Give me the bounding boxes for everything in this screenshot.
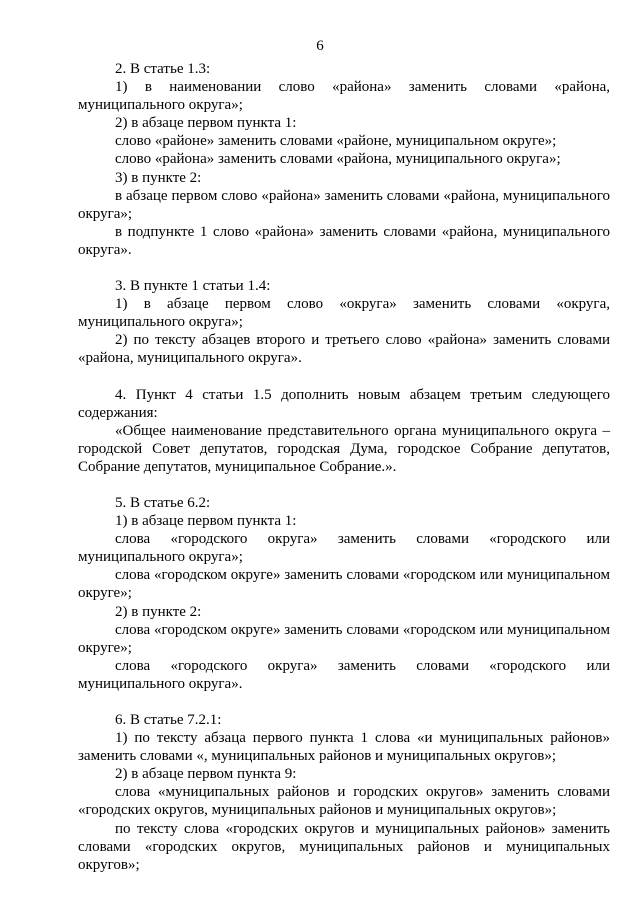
page-number: 6 bbox=[316, 38, 324, 54]
paragraph: 1) в абзаце первом пункта 1: bbox=[115, 513, 297, 530]
paragraph: слова «муниципальных районов и городских округов» заменить словами «городских округов, муниципальных районов и муниципальных округов»; bbox=[78, 784, 610, 819]
paragraph: слова «городском округе» заменить словами «городском или муниципальном округе»; bbox=[78, 567, 610, 602]
paragraph: слова «городском округе» заменить словами «городском или муниципальном округе»; bbox=[78, 621, 610, 656]
paragraph: слово «района» заменить словами «района, муниципального округа»; bbox=[115, 151, 561, 168]
paragraph: 6. В статье 7.2.1: bbox=[115, 712, 222, 728]
paragraph: 3. В пункте 1 статьи 1.4: bbox=[115, 278, 271, 295]
paragraph: 5. В статье 6.2: bbox=[115, 494, 211, 511]
paragraph: слова «городского округа» заменить словами «городского или муниципального округа»; bbox=[78, 531, 610, 566]
paragraph: 2) по тексту абзацев второго и третьего слово «района» заменить словами «района, муниципального округа». bbox=[78, 332, 610, 367]
paragraph: по тексту слова «городских округов и муниципальных районов» заменить словами «городских округов, муниципальных районов и муниципальных округов»; bbox=[78, 820, 610, 873]
paragraph-gap bbox=[78, 368, 610, 386]
document-body bbox=[78, 60, 610, 874]
paragraph: в подпункте 1 слово «района» заменить словами «района, муниципального округа». bbox=[78, 223, 610, 258]
paragraph: 1) по тексту абзаца первого пункта 1 слова «и муниципальных районов» заменить словами «, муниципальных районов и муниципальных округов»; bbox=[78, 730, 610, 765]
paragraph: 2. В статье 1.3: bbox=[115, 61, 211, 77]
paragraph: слова «городского округа» заменить словами «городского или муниципального округа». bbox=[78, 657, 610, 692]
paragraph: «Общее наименование представительного органа муниципального округа – городской Совет депутатов, городская Дума, городское Собрание депутатов, Собрание депутатов, муниципальное Собрание.». bbox=[78, 422, 610, 475]
paragraph-gap bbox=[78, 693, 610, 711]
paragraph: 1) в абзаце первом слово «округа» заменить словами «округа, муниципального округа»; bbox=[78, 296, 610, 331]
paragraph: 2) в абзаце первом пункта 9: bbox=[115, 766, 297, 783]
paragraph: 2) в абзаце первом пункта 1: bbox=[115, 115, 297, 132]
paragraph-gap bbox=[78, 476, 610, 494]
paragraph: слово «районе» заменить словами «районе, муниципальном округе»; bbox=[115, 133, 557, 150]
paragraph: 3) в пункте 2: bbox=[115, 169, 202, 186]
paragraph: 1) в наименовании слово «района» заменить словами «района, муниципального округа»; bbox=[78, 79, 610, 114]
paragraph: 4. Пункт 4 статьи 1.5 дополнить новым абзацем третьим следующего содержания: bbox=[78, 386, 610, 421]
paragraph-gap bbox=[78, 259, 610, 277]
paragraph: 2) в пункте 2: bbox=[115, 603, 202, 620]
paragraph: в абзаце первом слово «района» заменить словами «района, муниципального округа»; bbox=[78, 187, 610, 222]
